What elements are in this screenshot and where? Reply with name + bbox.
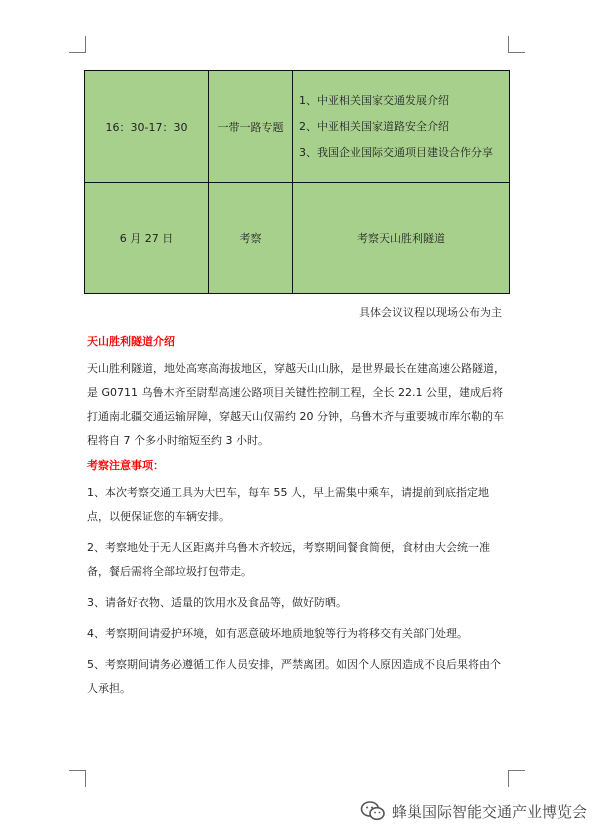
notice-item: 2、考察地处于无人区距离并乌鲁木齐较远，考察期间餐食简便，食材由大会统一准备，餐后需将全部垃圾打包带走。 xyxy=(87,541,490,578)
topic-item: 1、中亚相关国家交通发展介绍 xyxy=(299,93,449,107)
watermark xyxy=(360,800,587,822)
page-corner-mark-top-right xyxy=(508,36,525,53)
notice-item: 4、考察期间请爱护环境，如有恶意破坏地质地貌等行为将移交有关部门处理。 xyxy=(87,627,468,640)
notice-item: 5、考察期间请务必遵循工作人员安排，严禁离团。如因个人原因造成不良后果将由个人承担。 xyxy=(87,658,501,695)
schedule-time: 6 月 27 日 xyxy=(85,183,209,294)
watermark-text: 蜂巢国际智能交通产业博览会 xyxy=(392,802,588,821)
schedule-detail: 考察天山胜利隧道 xyxy=(293,183,510,294)
page-corner-mark-bottom-right xyxy=(508,770,525,787)
schedule-time: 16：30-17：30 xyxy=(85,71,209,183)
schedule-row xyxy=(85,71,510,183)
schedule-row xyxy=(85,183,510,294)
topic-item: 3、我国企业国际交通项目建设合作分享 xyxy=(299,145,493,159)
agenda-note: 具体会议议程以现场公布为主 xyxy=(359,306,502,319)
notice-item: 1、本次考察交通工具为大巴车，每车 55 人，早上需集中乘车，请提前到底指定地点，以便保证您的车辆安排。 xyxy=(87,486,489,523)
schedule-table xyxy=(84,70,510,294)
document-body xyxy=(87,333,507,708)
page-corner-mark-top-left xyxy=(69,36,86,53)
notice-heading: 考察注意事项： xyxy=(87,459,164,472)
tunnel-description: 天山胜利隧道，地处高寒高海拔地区，穿越天山山脉，是世界最长在建高速公路隧道，是 G0711 乌鲁木齐至尉犁高速公路项目关键性控制工程，全长 22.1 公里，建成后将打通南北疆交通运输屏障，穿越天山仅需约 20 分钟，乌鲁木齐与重要城市库尔勒的车程将自 7 个多小时缩短至约 3 小时。 xyxy=(87,362,505,447)
schedule-topic: 考察 xyxy=(209,183,293,294)
schedule-topic: 一带一路专题 xyxy=(209,71,293,183)
topic-item: 2、中亚相关国家道路安全介绍 xyxy=(299,119,449,133)
wechat-icon xyxy=(360,800,386,822)
page-corner-mark-bottom-left xyxy=(69,770,86,787)
tunnel-heading: 天山胜利隧道介绍 xyxy=(87,335,175,348)
schedule-topic-list xyxy=(293,71,510,183)
notice-item: 3、请备好衣物、适量的饮用水及食品等，做好防晒。 xyxy=(87,596,347,609)
